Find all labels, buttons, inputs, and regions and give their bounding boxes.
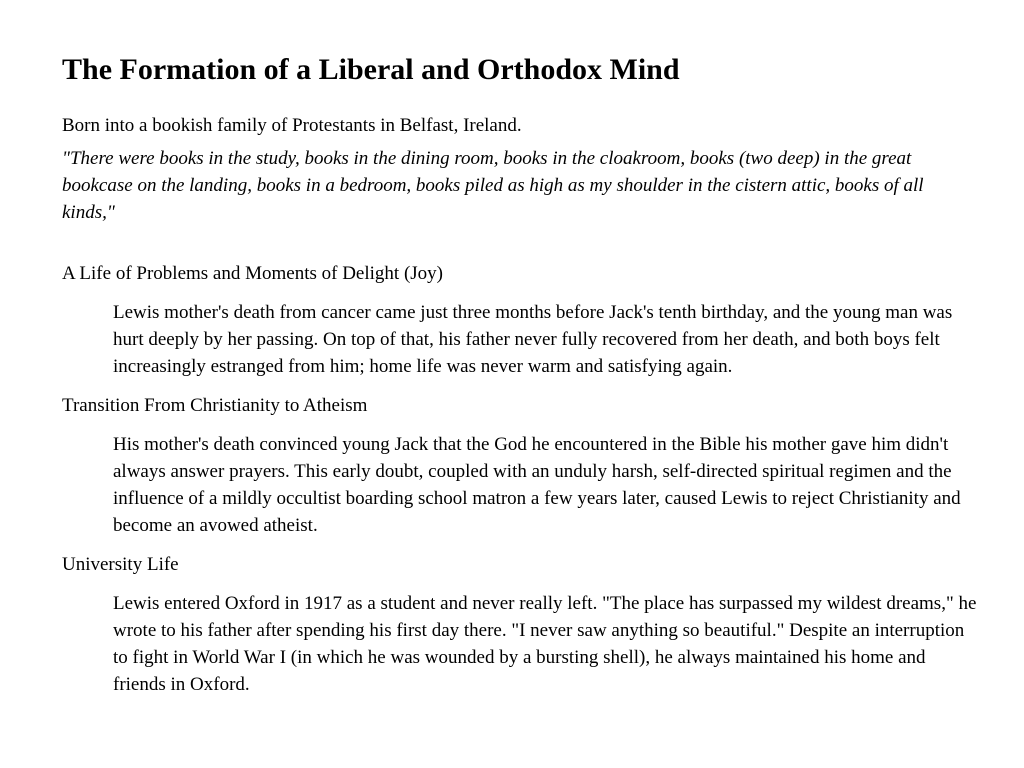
section-heading-joy: A Life of Problems and Moments of Delight (Joy) (62, 263, 444, 284)
section-text-joy: Lewis mother's death from cancer came just three months before Jack's tenth birthday, and the young man was hurt deeply by her passing. On top of that, his father never fully recovered from her death, and both boys felt increasingly estranged from him; home life was never warm and satisfying again. (113, 302, 953, 377)
section-heading-university: University Life (62, 554, 179, 575)
section-heading-atheism: Transition From Christianity to Atheism (62, 395, 368, 416)
section-list (62, 260, 980, 698)
page-title: The Formation of a Liberal and Orthodox Mind (62, 53, 680, 86)
section-text-university: Lewis entered Oxford in 1917 as a student and never really left. "The place has surpassed my wildest dreams," he wrote to his father after spending his first day there. "I never saw anything so beautiful." Despite an interruption to fight in World War I (in which he was wounded by a bursting shell), he always maintained his home and friends in Oxford. (113, 593, 977, 695)
intro-paragraph: Born into a bookish family of Protestants in Belfast, Ireland. (62, 115, 522, 136)
section-text-atheism: His mother's death convinced young Jack that the God he encountered in the Bible his mother gave him didn't always answer prayers. This early doubt, coupled with an unduly harsh, self-directed spiritual regimen and the influence of a mildly occultist boarding school matron a few years later, caused Lewis to reject Christianity and become an avowed atheist. (113, 434, 961, 536)
books-quote: "There were books in the study, books in the dining room, books in the cloakroom, books (two deep) in the great bookcase on the landing, books in a bedroom, books piled as high as my shoulder in the cistern attic, books of all kinds," (62, 148, 924, 223)
